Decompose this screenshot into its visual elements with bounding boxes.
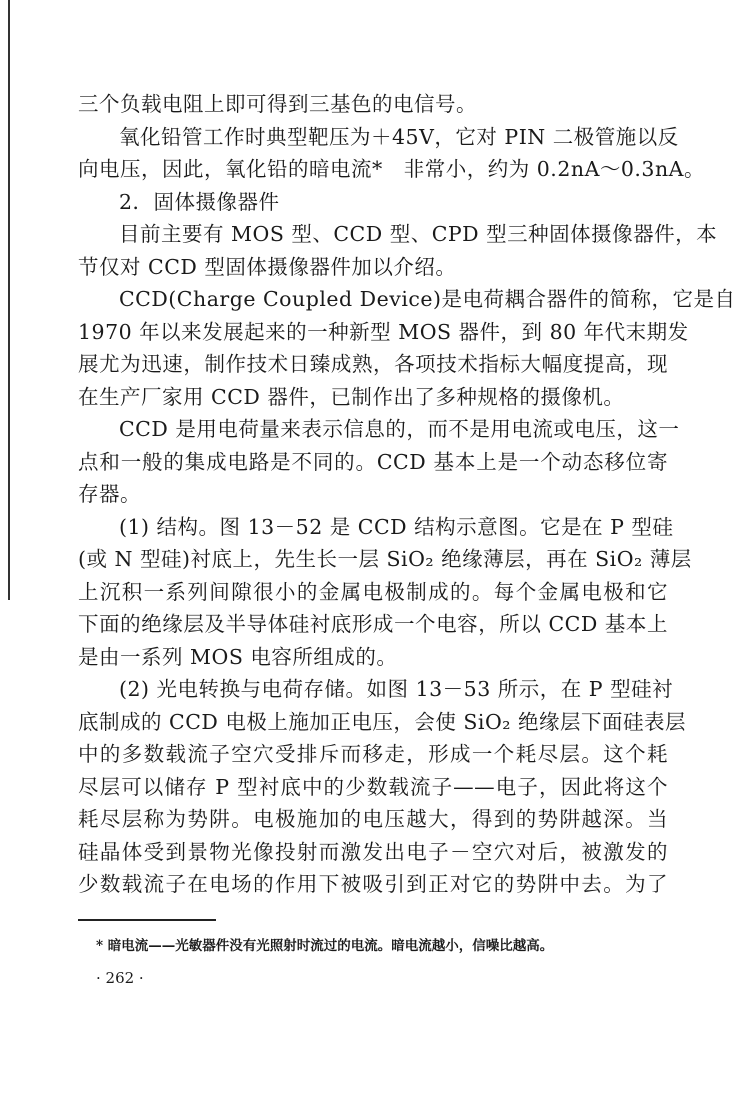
footnote: * 暗电流——光敏器件没有光照射时流过的电流。暗电流越小，信噪比越高。 [96,938,554,954]
text-line: 1970 年以来发展起来的一种新型 MOS 器件，到 80 年代末期发 [78,319,689,344]
text-line: 中的多数载流子空穴受排斥而移走，形成一个耗尽层。这个耗 [78,742,668,766]
text-line: 氧化铅管工作时典型靶压为＋45V，它对 PIN 二极管施以反 [119,124,679,149]
text-line: 下面的绝缘层及半导体硅衬底形成一个电容，所以 CCD 基本上 [78,612,668,636]
text-line: 向电压，因此，氧化铅的暗电流* 非常小，约为 0.2nA～0.3nA。 [78,157,705,181]
body-text [78,88,736,901]
page-number: · 262 · [96,969,144,987]
text-line: 少数载流子在电场的作用下被吸引到正对它的势阱中去。为了 [78,872,668,896]
text-line: 尽层可以储存 P 型衬底中的少数载流子——电子，因此将这个 [78,774,668,799]
text-line: 展尤为迅速，制作技术日臻成熟，各项技术指标大幅度提高，现 [78,352,668,376]
text-line: CCD 是用电荷量来表示信息的，而不是用电流或电压，这一 [119,417,680,441]
text-line: 硅晶体受到景物光像投射而激发出电子－空穴对后，被激发的 [78,839,668,864]
text-line: 是由一系列 MOS 电容所组成的。 [78,644,398,669]
text-line: (1) 结构。图 13－52 是 CCD 结构示意图。它是在 P 型硅 [119,514,674,539]
text-line: 三个负载电阻上即可得到三基色的电信号。 [78,92,477,116]
text-line: 节仅对 CCD 型固体摄像器件加以介绍。 [78,254,457,279]
text-line: 目前主要有 MOS 型、CCD 型、CPD 型三种固体摄像器件，本 [119,222,718,246]
text-line: 2．固体摄像器件 [119,189,280,214]
text-line: CCD(Charge Coupled Device)是电荷耦合器件的简称，它是自 [119,287,736,311]
text-line: 上沉积一系列间隙很小的金属电极制成的。每个金属电极和它 [78,579,668,604]
text-line: 耗尽层称为势阱。电极施加的电压越大，得到的势阱越深。当 [78,807,668,831]
text-line: 在生产厂家用 CCD 器件，已制作出了多种规格的摄像机。 [78,384,625,409]
text-line: 点和一般的集成电路是不同的。CCD 基本上是一个动态移位寄 [78,449,668,474]
text-line: (或 N 型硅)衬底上，先生长一层 SiO₂ 绝缘薄层，再在 SiO₂ 薄层 [78,547,692,571]
footnote-separator [78,919,216,921]
text-line: 底制成的 CCD 电极上施加正电压，会使 SiO₂ 绝缘层下面硅表层 [78,709,686,734]
binding-edge-line [8,0,10,600]
text-line: 存器。 [78,482,141,506]
text-line: (2) 光电转换与电荷存储。如图 13－53 所示，在 P 型硅衬 [119,677,674,701]
